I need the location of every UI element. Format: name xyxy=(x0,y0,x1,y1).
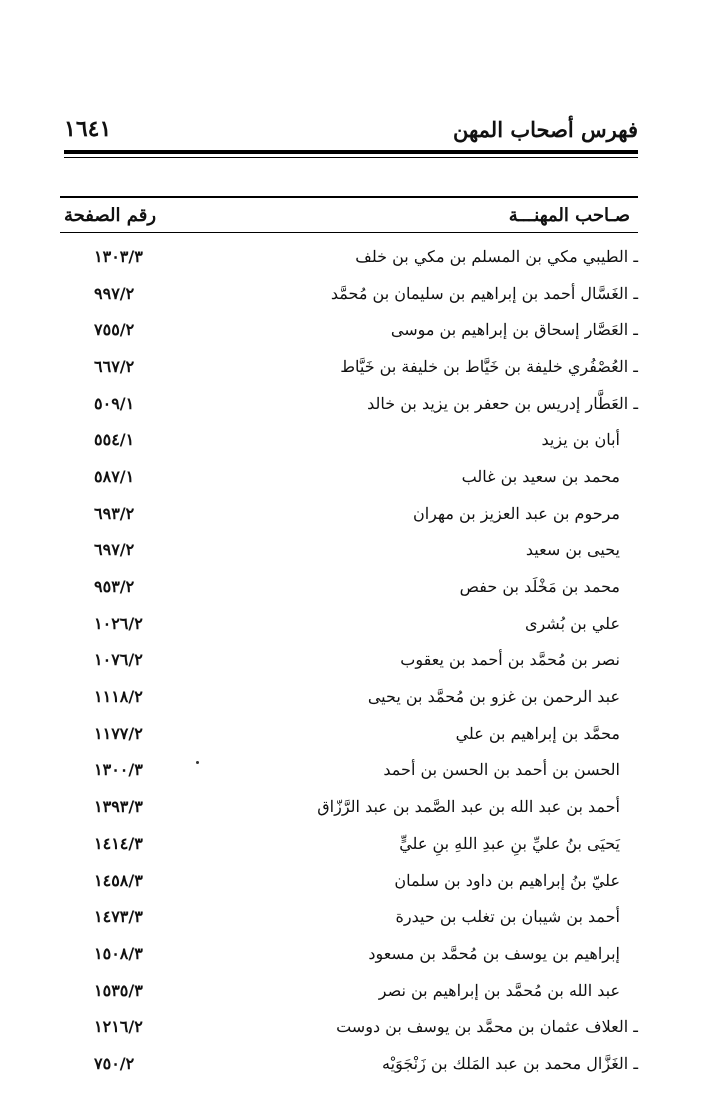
table-row xyxy=(60,715,638,752)
column-header-page: رقم الصفحة xyxy=(64,204,157,226)
entry-name: علي بن بُشرى xyxy=(524,613,620,633)
entry-page-ref: ١٤١٤/٣ xyxy=(94,833,143,853)
table-row xyxy=(60,385,638,422)
table-row xyxy=(60,238,638,275)
entry-page-ref: ٧٥٠/٢ xyxy=(94,1053,135,1073)
entry-name: محمد بن سعيد بن غالب xyxy=(461,466,620,486)
entry-page-ref: ١٥٣٥/٣ xyxy=(94,980,143,1000)
entry-page-ref: ١٣٩٣/٣ xyxy=(94,797,143,817)
table-row xyxy=(60,568,638,605)
table-row xyxy=(60,825,638,862)
entry-page-ref: ٩٥٣/٢ xyxy=(94,577,135,597)
entry-page-ref: ١٣٠٠/٣ xyxy=(94,760,143,780)
entry-name: عليّ بنُ إبراهيم بن داود بن سلمان xyxy=(394,870,620,890)
table-row xyxy=(60,752,638,789)
entry-name: نصر بن مُحمَّد بن أحمد بن يعقوب xyxy=(400,650,620,670)
entry-page-ref: ١١١٨/٢ xyxy=(94,687,143,707)
entry-name: ـ الطيبي مكي بن المسلم بن مكي بن خلف xyxy=(355,246,638,266)
entry-name: عبد الرحمن بن غزو بن مُحمَّد بن يحيى xyxy=(367,687,620,707)
table-row xyxy=(60,972,638,1009)
table-row xyxy=(60,862,638,899)
entry-name: محمد بن مَخْلَد بن حفص xyxy=(459,577,620,597)
entry-page-ref: ٦٦٧/٢ xyxy=(94,356,135,376)
table-row xyxy=(60,532,638,569)
entry-name: مرحوم بن عبد العزيز بن مهران xyxy=(412,503,620,523)
entry-name: ـ العَطَّار إدريس بن حعفر بن يزيد بن خالد xyxy=(367,393,638,413)
entry-name: ـ الغَزَّال محمد بن عبد المَلك بن زَنْجَوَيْه xyxy=(382,1053,638,1073)
entry-page-ref: ٦٩٣/٢ xyxy=(94,503,135,523)
entry-page-ref: ١١٧٧/٢ xyxy=(94,723,143,743)
entry-name: أبان بن يزيد xyxy=(541,430,620,450)
entry-name: يَحيَى بنُ عليِّ بنِ عبدِ اللهِ بنِ عليٍّ xyxy=(399,833,620,853)
entry-name: يحيى بن سعيد xyxy=(525,540,620,560)
entry-page-ref: ١٤٥٨/٣ xyxy=(94,870,143,890)
table-row xyxy=(60,348,638,385)
entry-name: إبراهيم بن يوسف بن مُحمَّد بن مسعود xyxy=(368,943,620,963)
table-row xyxy=(60,1045,638,1082)
table-row xyxy=(60,1008,638,1045)
entry-page-ref: ٧٥٥/٢ xyxy=(94,320,135,340)
page-header xyxy=(64,112,638,146)
table-row xyxy=(60,935,638,972)
entry-page-ref: ١٤٧٣/٣ xyxy=(94,907,143,927)
column-header-profession: صـاحب المهنـــة xyxy=(508,204,630,226)
table-row xyxy=(60,605,638,642)
stray-dot xyxy=(196,761,199,764)
header-rule-thin xyxy=(64,157,638,158)
table-row xyxy=(60,678,638,715)
entry-name: أحمد بن عبد الله بن عبد الصَّمد بن عبد الرَّزّاق xyxy=(317,797,620,817)
table-row xyxy=(60,898,638,935)
entry-page-ref: ٩٩٧/٢ xyxy=(94,283,135,303)
table-row xyxy=(60,275,638,312)
table-row xyxy=(60,458,638,495)
running-title: فهرس أصحاب المهن xyxy=(453,116,638,142)
entry-name: عبد الله بن مُحمَّد بن إبراهيم بن نصر xyxy=(378,980,620,1000)
entry-name: محمَّد بن إبراهيم بن علي xyxy=(455,723,620,743)
table-row xyxy=(60,421,638,458)
entry-page-ref: ١٠٧٦/٢ xyxy=(94,650,143,670)
entry-name: الحسن بن أحمد بن الحسن بن أحمد xyxy=(383,760,620,780)
entry-name: ـ الغَسَّال أحمد بن إبراهيم بن سليمان بن مُحمَّد xyxy=(330,283,638,303)
entry-name: ـ العلاف عثمان بن محمَّد بن يوسف بن دوست xyxy=(336,1017,638,1037)
page-number: ١٦٤١ xyxy=(64,116,112,142)
entry-name: ـ العَصَّار إسحاق بن إبراهيم بن موسى xyxy=(390,320,638,340)
entry-page-ref: ٥٨٧/١ xyxy=(94,466,135,486)
entry-name: ـ العُصْفُري خليفة بن خَيَّاط بن خليفة بن خَيَّاط xyxy=(340,356,638,376)
entry-page-ref: ٥٠٩/١ xyxy=(94,393,135,413)
table-body xyxy=(60,233,638,1082)
entry-page-ref: ١٢١٦/٢ xyxy=(94,1017,143,1037)
entry-page-ref: ٥٥٤/١ xyxy=(94,430,135,450)
header-rule-thick xyxy=(64,150,638,154)
entry-name: أحمد بن شيبان بن تغلب بن حيدرة xyxy=(395,907,620,927)
entry-page-ref: ١٥٠٨/٣ xyxy=(94,943,143,963)
entry-page-ref: ٦٩٧/٢ xyxy=(94,540,135,560)
index-table xyxy=(60,196,638,1082)
table-row xyxy=(60,642,638,679)
table-row xyxy=(60,495,638,532)
entry-page-ref: ١٣٠٣/٣ xyxy=(94,246,143,266)
table-row xyxy=(60,788,638,825)
table-row xyxy=(60,311,638,348)
entry-page-ref: ١٠٢٦/٢ xyxy=(94,613,143,633)
table-header xyxy=(60,198,638,232)
